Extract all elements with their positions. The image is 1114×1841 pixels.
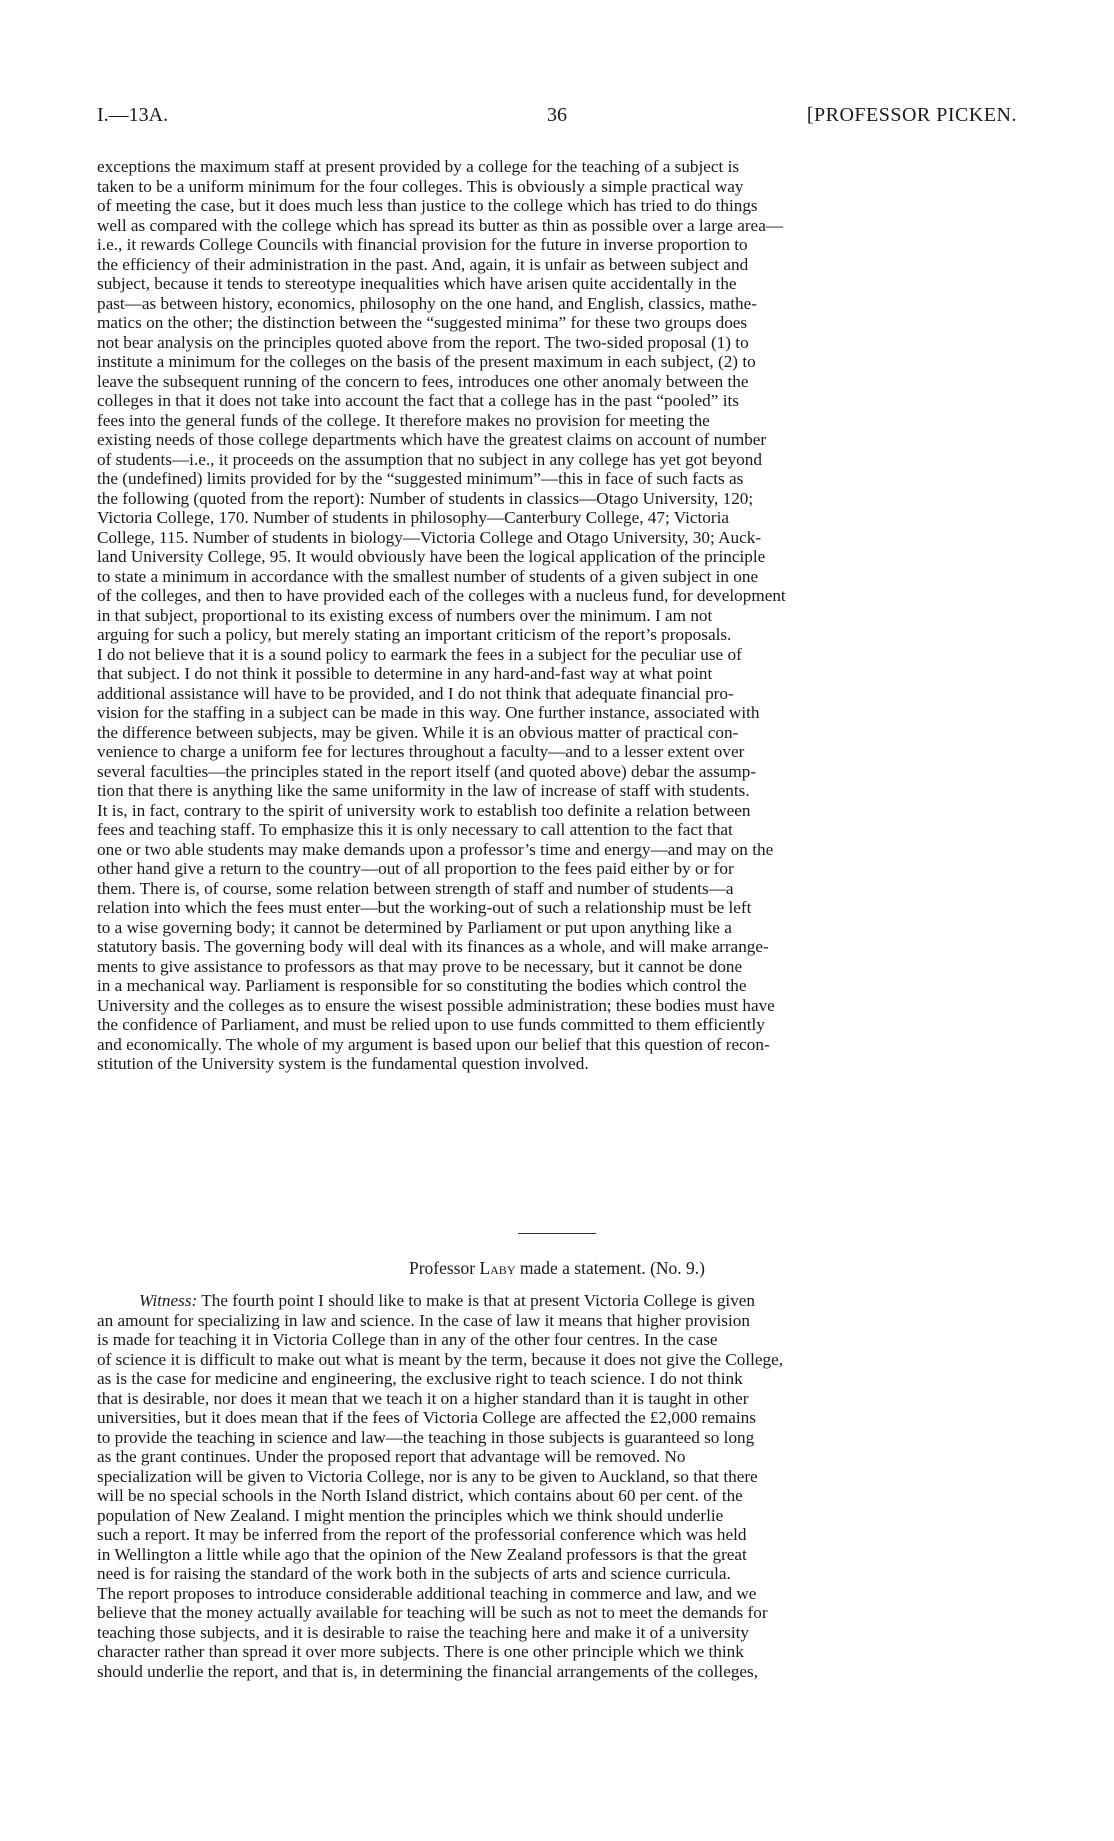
page-header <box>97 104 1017 134</box>
statement-heading <box>0 1258 1114 1279</box>
professor-picken-statement-paragraph: exceptions the maximum staff at present provided by a college for the teaching of a subject is taken to be a uniform minimum for the four colleges. This is obviously a simple practical way of meeting the case, but it does much less than justice to the college which has tried to do things well as compared with the college which has spread its butter as thin as possible over a large area— i.e., it rewards College Councils with financial provision for the future in inverse proportion to the efficiency of their administration in the past. And, again, it is unfair as between subject and subject, because it tends to stereotype inequalities which have arisen quite accidentally in the past—as between history, economics, philosophy on the one hand, and English, classics, mathe- matics on the other; the distinction between the “suggested minima” for these two groups does not bear analysis on the principles quoted above from the report. The two-sided proposal (1) to institute a minimum for the colleges on the basis of the present maximum in each subject, (2) to leave the subsequent running of the concern to fees, introduces one other anomaly between the colleges in that it does not take into account the fact that a college has in the past “pooled” its fees into the general funds of the college. It therefore makes no provision for meeting the existing needs of those college departments which have the greatest claims on account of number of students—i.e., it proceeds on the assumption that no subject in any college has yet got beyond the (undefined) limits provided for by the “suggested minimum”—this in face of such facts as the following (quoted from the report): Number of students in classics—Otago University, 120; Victoria College, 170. Number of students in philosophy—Canterbury College, 47; Victoria College, 115. Number of students in biology—Victoria College and Otago University, 30; Auck- land University College, 95. It would obviously have been the logical application of the principle to state a minimum in accordance with the smallest number of students of a given subject in one of the colleges, and then to have provided each of the colleges with a nucleus fund, for development in that subject, proportional to its existing excess of numbers over the minimum. I am not arguing for such a policy, but merely stating an important criticism of the report’s proposals. I do not believe that it is a sound policy to earmark the fees in a subject for the peculiar use of that subject. I do not think it possible to determine in any hard-and-fast way at what point additional assistance will have to be provided, and I do not think that adequate financial pro- vision for the staffing in a subject can be made in this way. One further instance, associated with the difference between subjects, may be given. While it is an obvious matter of practical con- venience to charge a uniform fee for lectures throughout a faculty—and to a lesser extent over several faculties—the principles stated in the report itself (and quoted above) debar the assump- tion that there is anything like the same uniformity in the law of increase of staff with students. It is, in fact, contrary to the spirit of university work to establish too definite a relation between fees and teaching staff. To emphasize this it is only necessary to call attention to the fact that one or two able students may make demands upon a professor’s time and energy—and may on the other hand give a return to the country—out of all proportion to the fees paid either by or for them. There is, of course, some relation between strength of staff and number of students—a relation into which the fees must enter—but the working-out of such a relationship must be left to a wise governing body; it cannot be determined by Parliament or put upon anything like a statutory basis. The governing body will deal with its finances as a whole, and will make arrange- ments to give assistance to professors as that may prove to be necessary, but it cannot be done in a mechanical way. Parliament is responsible for so constituting the bodies which control the University and the colleges as to ensure the wisest possible administration; these bodies must have the confidence of Parliament, and must be relied upon to use funds committed to them efficiently and economically. The whole of my argument is based upon our belief that this question of recon- stitution of the University system is the fundamental question involved. <box>97 157 786 1073</box>
document-reference: I.—13A. <box>97 104 169 126</box>
statement-prefix: Professor <box>408 1258 480 1278</box>
witness-statement-text: The fourth point I should like to make is that at present Victoria College is given an amount for specializing in law and science. In the case of law it means that higher provision is made for teaching it in Victoria College than in any of the other four centres. In the case of science it is difficult to make out what is meant by the term, because it does not give the College, as is the case for medicine and engineering, the exclusive right to teach science. I do not think that is desirable, nor does it mean that we teach it on a higher standard than it is taught in other universities, but it does mean that if the fees of Victoria College are affected the £2,000 remains to provide the teaching in science and law—the teaching in those subjects is guaranteed so long as the grant continues. Under the proposed report that advantage will be removed. No specialization will be given to Victoria College, nor is any to be given to Auckland, so that there will be no special schools in the North Island district, which contains about 60 per cent. of the population of New Zealand. I might mention the principles which we think should underlie such a report. It may be inferred from the report of the professorial conference which was held in Wellington a little while ago that the opinion of the New Zealand professors is that the great need is for raising the standard of the work both in the subjects of arts and science curricula. The report proposes to introduce considerable additional teaching in commerce and law, and we believe that the money actually available for teaching will be such as not to meet the demands for teaching those subjects, and it is desirable to raise the teaching here and make it of a university character rather than spread it over more subjects. There is one other principle which we think should underlie the report, and that is, in determining the financial arrangements of the colleges, <box>97 1291 784 1681</box>
page-number: 36 <box>547 104 567 126</box>
witness-statement-paragraph <box>97 1291 1017 1681</box>
running-head: [PROFESSOR PICKEN. <box>806 104 1017 126</box>
speaker-name: Laby <box>479 1258 516 1278</box>
statement-suffix: made a statement. (No. 9.) <box>515 1258 706 1278</box>
section-divider <box>518 1233 596 1234</box>
witness-label: Witness: <box>139 1291 198 1310</box>
